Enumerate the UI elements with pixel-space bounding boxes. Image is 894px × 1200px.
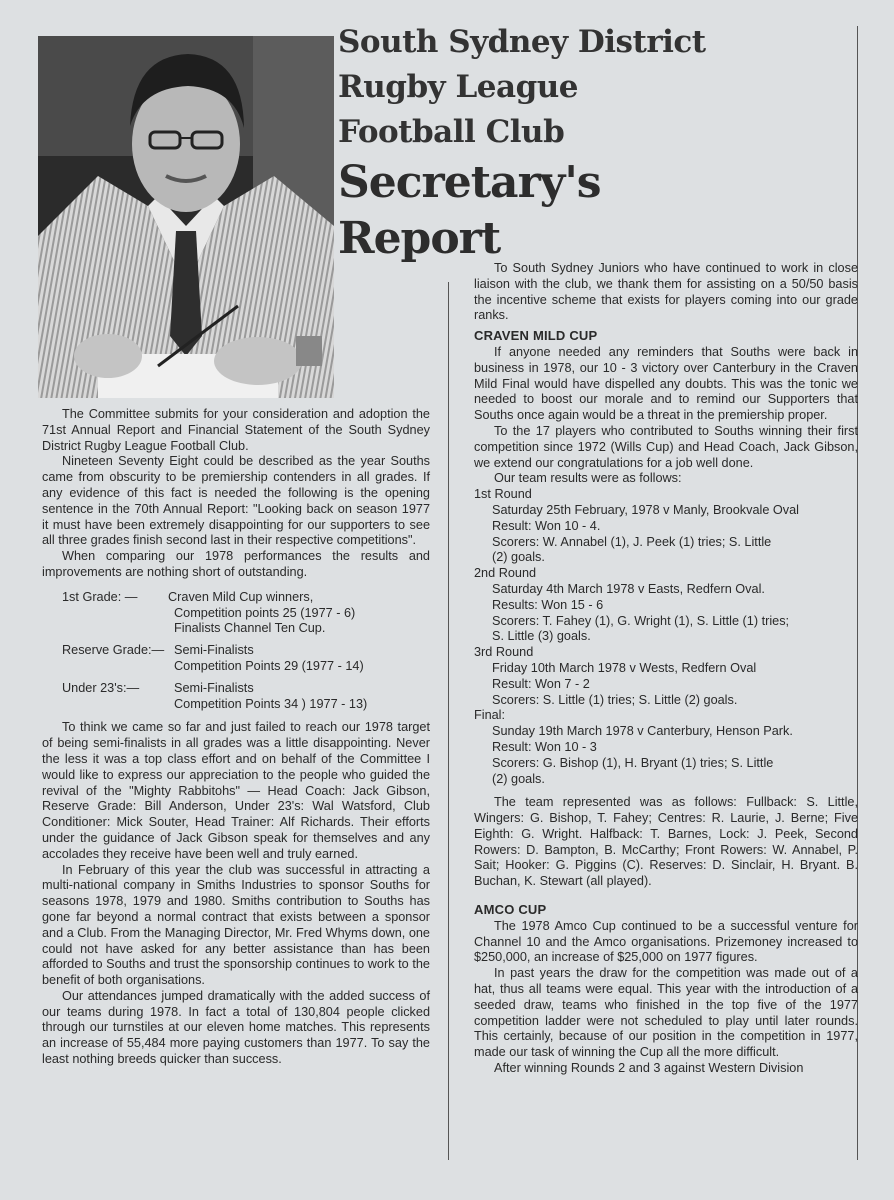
report-title-line-2: Report	[338, 213, 501, 264]
round-title: 2nd Round	[474, 566, 537, 581]
paragraph: The Committee submits for your consideration and adoption the 71st Annual Report and Financial Statement of the South Sydney District Rugby League Football Club.	[42, 407, 430, 453]
round-line: Saturday 25th February, 1978 v Manly, Brookvale Oval	[492, 502, 800, 517]
round-line: Scorers: W. Annabel (1), J. Peek (1) tries; S. Little	[492, 534, 772, 549]
paragraph: Nineteen Seventy Eight could be described as the year Souths came from obscurity to be premiership contenders in all grades. If any evidence of this fact is needed the following is the opening sentence in the 70th Annual Report: "Looking back on season 1977 it must have been extremely disappointing for our supporters to see all three grades finish second last in their respective competitions".	[42, 454, 430, 548]
section-heading-craven-mild-cup: CRAVEN MILD CUP	[474, 328, 598, 344]
round-title: Final:	[474, 708, 506, 723]
paragraph: Our team results were as follows:	[494, 471, 682, 486]
portrait-photo-icon	[38, 36, 334, 398]
round-title: 3rd Round	[474, 645, 534, 660]
club-name-line-2: Rugby League	[338, 69, 579, 105]
paragraph: The 1978 Amco Cup continued to be a successful venture for Channel 10 and the Amco organisations. Prizemoney increased to $250,000, an increase of $25,000 on 1977 figures.	[474, 918, 858, 965]
paragraph: In past years the draw for the competition was made out of a hat, thus all teams were equal. This year with the introduction of a seeded draw, teams who finished in the top five of the 1977 competition ladder were not scheduled to play until later rounds. This certainly, because of our position in the competition in 1977, made our task of winning the Cup all the more difficult.	[474, 966, 858, 1060]
section-heading-amco-cup: AMCO CUP	[474, 902, 547, 918]
round-result	[474, 645, 858, 708]
grade-line: Finalists Channel Ten Cup.	[174, 621, 326, 636]
paragraph: In February of this year the club was successful in attracting a multi-national company in Smiths Industries to sponsor Souths for seasons 1978, 1979 and 1980. Smiths contribution to Souths has gone far beyond a normal contract that exists between a sponsor and a Club. From the Managing Director, Mr. Fred Whyms down, one could not have asked for any better assistance than has been afforded to Souths and trust the sponsorship continues to work to the benefit of both organisations.	[42, 862, 430, 988]
round-line: Result: Won 10 - 3	[492, 739, 597, 754]
grade-line: Competition points 25 (1977 - 6)	[174, 605, 356, 620]
round-line: Friday 10th March 1978 v Wests, Redfern Oval	[492, 660, 757, 675]
grade-results	[62, 590, 430, 713]
paragraph: When comparing our 1978 performances the results and improvements are nothing short of outstanding.	[42, 549, 430, 579]
grade-line: Semi-Finalists	[174, 643, 254, 658]
paragraph: To the 17 players who contributed to Souths winning their first competition since 1972 (Wills Cup) and Head Coach, Jack Gibson, we extend our congratulations for a job well done.	[474, 423, 858, 470]
round-line: Results: Won 15 - 6	[492, 597, 604, 612]
round-line: Result: Won 7 - 2	[492, 676, 590, 691]
title-block	[338, 20, 768, 267]
round-line: (2) goals.	[492, 771, 545, 786]
round-line: Scorers: S. Little (1) tries; S. Little (2) goals.	[492, 692, 738, 707]
paragraph: To think we came so far and just failed to reach our 1978 target of being semi-finalists in all grades was a little disappointing. Never the less it was a top class effort and on behalf of the Committee I would like to express our appreciation to the people who guided the revival of the "Mighty Rabbitohs" — Head Coach: Jack Gibson, Reserve Grade: Bill Anderson, Under 23's: Wal Watsford, Club Conditioner: Mick Souter, Head Trainer: Alf Richards. Their efforts under the guidance of Jack Gibson speak for themselves and any accolades they receive have been well and truly earned.	[42, 720, 430, 861]
grade-row	[62, 643, 430, 675]
round-line: Saturday 4th March 1978 v Easts, Redfern Oval.	[492, 581, 765, 596]
grade-line: Competition Points 29 (1977 - 14)	[174, 658, 364, 673]
round-result	[474, 566, 858, 645]
grade-row	[62, 590, 430, 637]
grade-label: Under 23's:—	[62, 680, 140, 695]
round-line: (2) goals.	[492, 550, 545, 565]
report-title-line-1: Secretary's	[338, 157, 601, 208]
paragraph: The team represented was as follows: Fullback: S. Little, Wingers: G. Bishop, T. Fahey; Centres: R. Laurie, J. Berne; Five Eighth: G. Wright. Halfback: T. Barnes, Lock: J. Peek, Second Rowers: D. Bampton, B. McCarthy; Front Rowers: W. Annabel, P. Sait; Hooker: G. Piggins (C). Reserves: D. Sinclair, H. Bryant. B. Buchan, K. Stewart (all played).	[474, 795, 858, 889]
round-result	[474, 487, 858, 566]
round-line: Result: Won 10 - 4.	[492, 518, 601, 533]
round-line: Sunday 19th March 1978 v Canterbury, Henson Park.	[492, 724, 793, 739]
paragraph: To South Sydney Juniors who have continued to work in close liaison with the club, we thank them for assisting on a 50/50 basis the incentive scheme that exists for players coming into our grade ranks.	[474, 261, 858, 323]
round-title: 1st Round	[474, 487, 532, 502]
column-divider-middle	[448, 282, 449, 1160]
round-line: S. Little (3) goals.	[492, 629, 591, 644]
round-result	[474, 708, 858, 787]
club-name-line-1: South Sydney District	[338, 24, 706, 60]
paragraph: If anyone needed any reminders that Souths were back in business in 1978, our 10 - 3 victory over Canterbury in the Craven Mild Final would have dispelled any doubts. This was the tonic we needed to boost our morale and to remind our Supporters that Souths once again would be a threat in the premiership proper.	[474, 344, 858, 423]
grade-line: Craven Mild Cup winners,	[168, 589, 314, 604]
grade-line: Semi-Finalists	[174, 680, 254, 695]
paragraph: Our attendances jumped dramatically with the added success of our teams during 1978. In fact a total of 130,804 people clicked through our turnstiles at our eleven home matches. This represents an increase of 55,484 more paying customers than 1977. To say the least nothing breeds quicker than success.	[42, 988, 430, 1067]
round-line: Scorers: G. Bishop (1), H. Bryant (1) tries; S. Little	[492, 755, 774, 770]
right-column	[474, 261, 858, 1077]
grade-label: Reserve Grade:—	[62, 643, 165, 658]
grade-line: Competition Points 34 ) 1977 - 13)	[174, 696, 368, 711]
grade-label: 1st Grade: —	[62, 589, 138, 604]
left-column	[42, 407, 430, 1068]
grade-row	[62, 681, 430, 713]
round-line: Scorers: T. Fahey (1), G. Wright (1), S. Little (1) tries;	[492, 613, 790, 628]
portrait-photo	[38, 36, 334, 398]
club-name-line-3: Football Club	[338, 114, 565, 150]
paragraph: After winning Rounds 2 and 3 against Western Division	[494, 1061, 804, 1076]
